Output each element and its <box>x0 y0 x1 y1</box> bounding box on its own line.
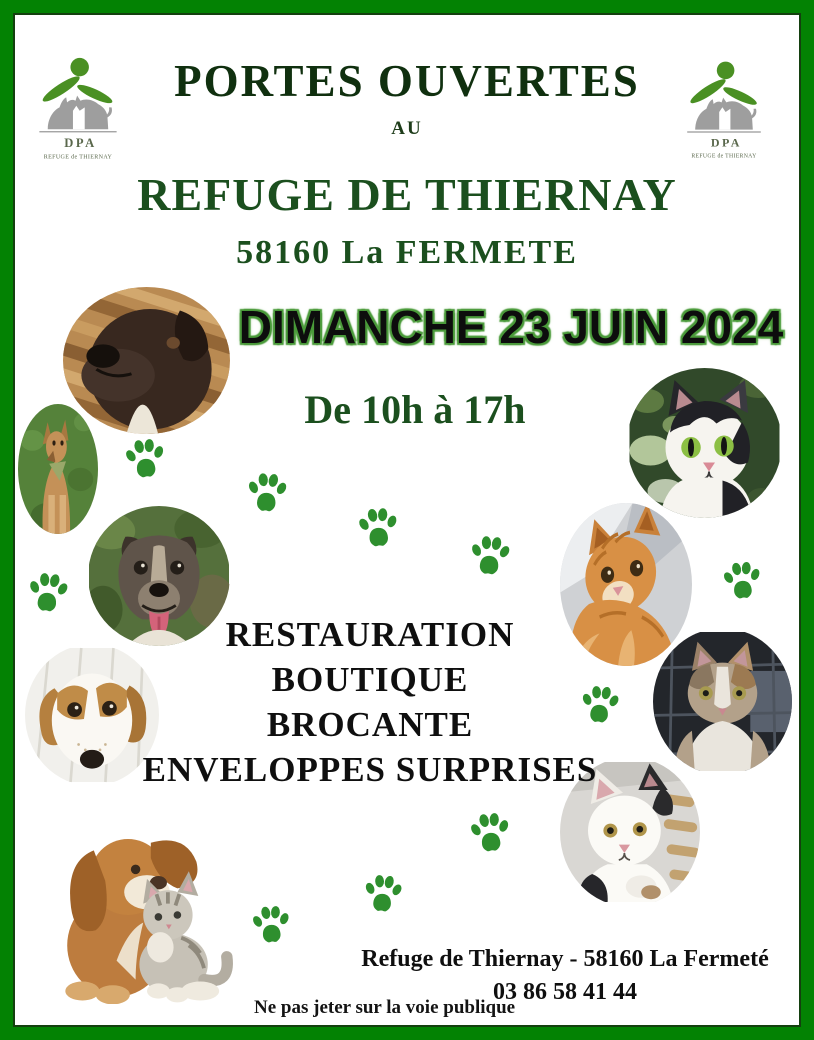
poster-title: PORTES OUVERTES <box>174 56 640 106</box>
activity-boutique: BOUTIQUE <box>271 660 469 699</box>
event-hours: De 10h à 17h <box>304 387 526 432</box>
venue-name: REFUGE DE THIERNAY <box>137 169 677 220</box>
activity-restauration: RESTAURATION <box>225 615 515 654</box>
photo-dog-tan <box>18 404 98 534</box>
footer-address: Refuge de Thiernay - 58160 La Fermeté <box>361 946 769 972</box>
poster-connector: AU <box>391 118 423 139</box>
logo-org-name: REFUGE de THIERNAY <box>691 153 757 160</box>
event-date: DIMANCHE 23 JUIN 2024 <box>238 301 784 353</box>
paw-print-icon <box>353 499 403 554</box>
paw-print-icon <box>718 553 766 607</box>
paw-print-icon <box>359 866 407 920</box>
paw-print-icon <box>464 804 515 861</box>
photo-cat-black-white <box>627 368 782 518</box>
photo-dog-dark <box>63 287 230 434</box>
footer-phone: 03 86 58 41 44 <box>493 979 637 1005</box>
logo-acronym: DPA <box>710 135 742 150</box>
paw-print-icon <box>22 564 73 621</box>
paw-print-icon <box>242 464 292 519</box>
venue-city: 58160 La FERMETE <box>236 234 578 271</box>
logo-org-name: REFUGE de THIERNAY <box>43 154 113 161</box>
paw-print-icon <box>119 430 170 487</box>
photo-cat-calico <box>653 628 792 775</box>
illustration-puppy-kitten <box>52 826 242 1004</box>
logo-acronym: DPA <box>64 135 97 150</box>
activity-brocante: BROCANTE <box>266 705 474 744</box>
footer-notice: Ne pas jeter sur la voie publique <box>254 997 516 1018</box>
activity-enveloppes: ENVELOPPES SURPRISES <box>142 750 598 789</box>
paw-print-icon <box>465 527 515 583</box>
activities-list <box>110 612 630 792</box>
paw-print-icon <box>247 898 294 951</box>
